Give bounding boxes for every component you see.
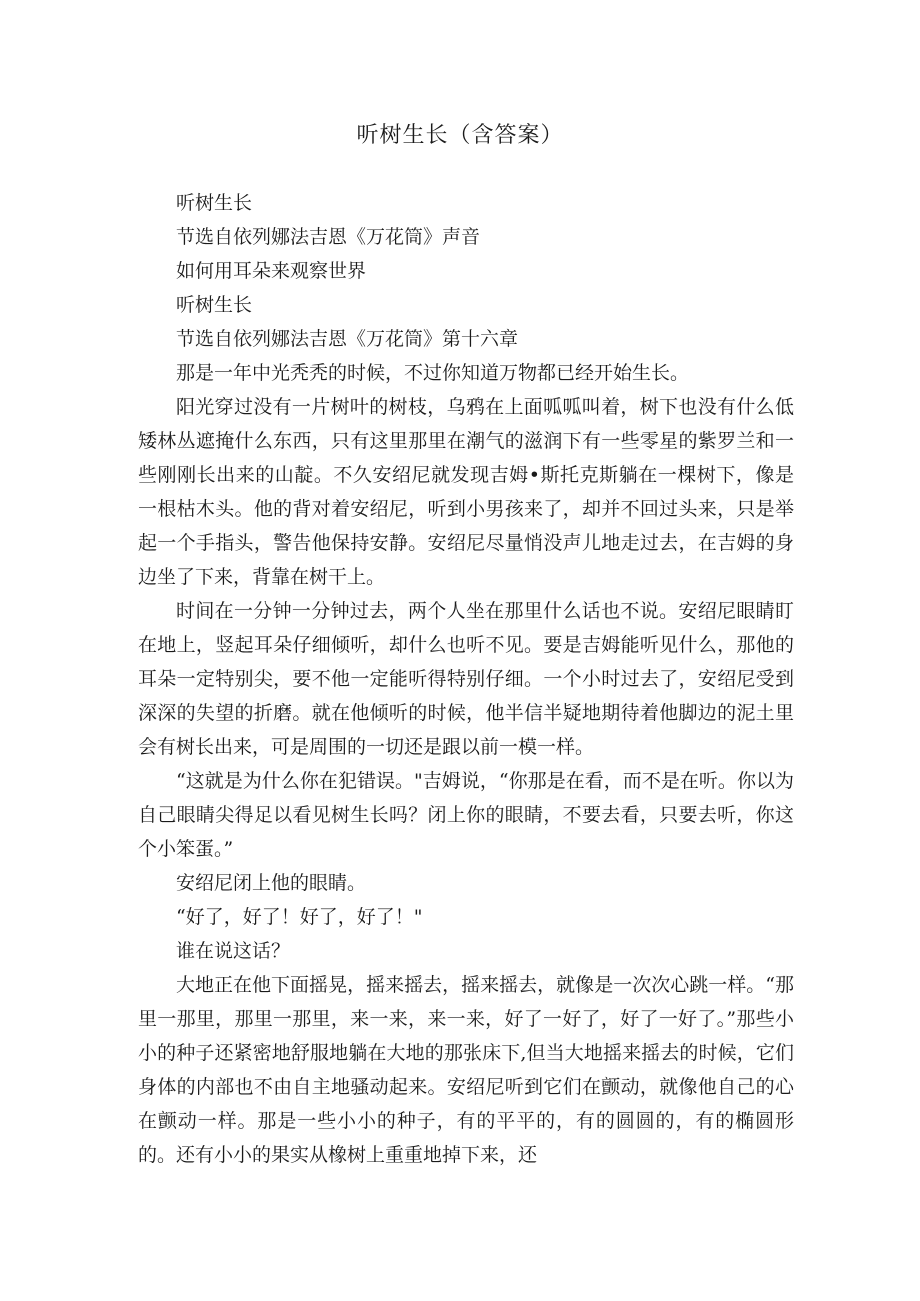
document-body <box>138 186 794 1172</box>
paragraph: 听树生长 <box>176 192 253 214</box>
paragraph: 听树生长 <box>176 294 253 316</box>
paragraph: 节选自依列娜法吉恩《万花筒》声音 <box>176 226 481 248</box>
paragraph: “好了，好了！好了，好了！" <box>176 906 423 928</box>
paragraph: 节选自依列娜法吉恩《万花筒》第十六章 <box>176 328 519 350</box>
paragraph: “这就是为什么你在犯错误。"吉姆说，“你那是在看，而不是在听。你以为自己眼睛尖得足以看见树生长吗？闭上你的眼睛，不要去看，只要去听，你这个小笨蛋。” <box>138 770 794 860</box>
document-title: 听树生长（含答案） <box>356 123 564 148</box>
paragraph: 时间在一分钟一分钟过去，两个人坐在那里什么话也不说。安绍尼眼睛盯在地上，竖起耳朵仔细倾听，却什么也听不见。要是吉姆能听见什么，那他的耳朵一定特别尖，要不他一定能听得特别仔细。一个小时过去了，安绍尼受到深深的失望的折磨。就在他倾听的时候，他半信半疑地期待着他脚边的泥土里会有树长出来，可是周围的一切还是跟以前一模一样。 <box>138 600 794 758</box>
paragraph: 安绍尼闭上他的眼睛。 <box>176 872 367 894</box>
paragraph: 那是一年中光秃秃的时候，不过你知道万物都已经开始生长。 <box>176 362 690 384</box>
paragraph: 阳光穿过没有一片树叶的树枝，乌鸦在上面呱呱叫着，树下也没有什么低矮林丛遮掩什么东西，只有这里那里在潮气的滋润下有一些零星的紫罗兰和一些刚刚长出来的山靛。不久安绍尼就发现吉姆•斯托克斯躺在一棵树下，像是一根枯木头。他的背对着安绍尼，听到小男孩来了，却并不回过头来，只是举起一个手指头，警告他保持安静。安绍尼尽量悄没声儿地走过去，在吉姆的身边坐了下来，背靠在树干上。 <box>138 396 794 588</box>
paragraph: 如何用耳朵来观察世界 <box>176 260 367 282</box>
paragraph: 谁在说这话？ <box>176 940 291 962</box>
paragraph: 大地正在他下面摇晃，摇来摇去，摇来摇去，就像是一次次心跳一样。“那里一那里，那里一那里，来一来，来一来，好了一好了，好了一好了。”那些小小的种子还紧密地舒服地躺在大地的那张床下,但当大地摇来摇去的时候，它们身体的内部也不由自主地骚动起来。安绍尼听到它们在颤动，就像他自己的心在颤动一样。那是一些小小的种子，有的平平的，有的圆圆的，有的椭圆形的。还有小小的果实从橡树上重重地掉下来，还 <box>138 974 794 1166</box>
